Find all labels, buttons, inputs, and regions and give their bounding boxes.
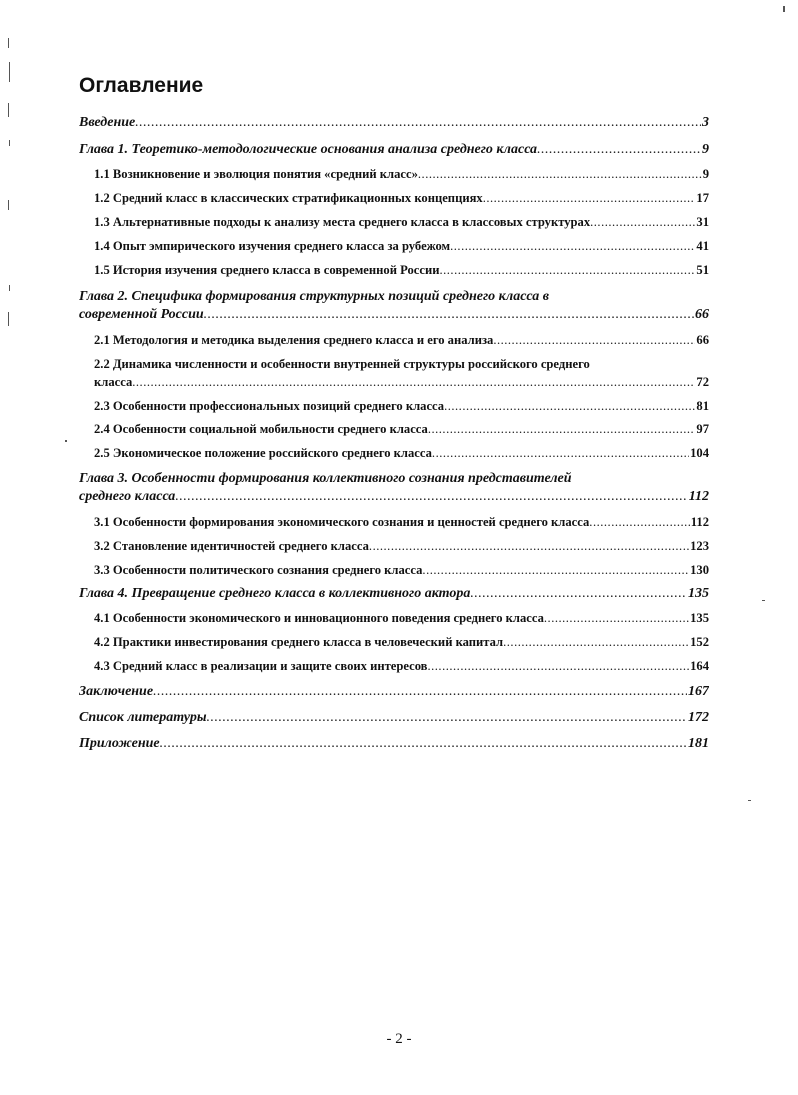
toc-entry-title: 2.3 Особенности профессиональных позиций среднего класса [94,399,445,413]
leader-dots [450,237,695,255]
toc-entry-page: 97 [696,422,709,436]
toc-entry-title: Глава 2. Специфика формирования структурных позиций среднего класса в [79,289,550,304]
leader-dots [207,709,687,727]
toc-entry[interactable] [94,444,709,462]
toc-entry-page: 167 [688,684,709,699]
toc-entry-title-continued: класса [94,375,133,389]
toc-entry-title: Список литературы [79,710,207,725]
toc-entry-title: 2.2 Динамика численности и особенности внутренней структуры российского среднего [94,357,590,371]
toc-entry-page: 72 [696,375,709,389]
scan-artifact [748,800,751,801]
toc-entry-page: 66 [695,307,709,322]
toc-entry-page: 172 [688,710,709,725]
toc-entry-page: 112 [688,489,709,504]
toc-entry[interactable] [79,114,709,132]
toc-entry-title: 3.3 Особенности политического сознания среднего класса [94,563,423,577]
leader-dots [418,165,702,183]
leader-dots [589,513,690,531]
toc-entry-page: 81 [696,399,709,413]
toc-entry-title: 4.1 Особенности экономического и инновационного поведения среднего класса [94,611,544,625]
leader-dots [160,735,687,753]
toc-entry-page: 9 [702,142,709,157]
toc-entry[interactable] [94,189,709,207]
toc-entry-title: 1.1 Возникновение и эволюция понятия «средний класс» [94,167,418,181]
scan-artifact [9,62,10,82]
toc-entry-title: Введение [79,115,136,130]
toc-entry-page: 112 [690,515,709,529]
toc-entry[interactable] [94,237,709,255]
leader-dots [135,114,701,132]
toc-entry[interactable] [79,709,709,727]
toc-entry-title: Глава 4. Превращение среднего класса в коллективного актора [79,586,471,601]
toc-entry-page: 130 [690,563,709,577]
toc-entry-title: 1.2 Средний класс в классических стратификационных концепциях [94,191,483,205]
leader-dots [503,633,689,651]
toc-entry-title-continued: среднего класса [79,489,176,504]
page-title: Оглавление [79,74,204,97]
toc-entry-page: 3 [702,115,709,130]
toc-entry-title: 4.3 Средний класс в реализации и защите своих интересов [94,659,428,673]
toc-entry-title: 2.4 Особенности социальной мобильности среднего класса [94,422,428,436]
leader-dots [369,537,689,555]
scan-artifact [9,140,10,146]
leader-dots [175,488,687,506]
toc-entry-title: 3.1 Особенности формирования экономического сознания и ценностей среднего класса [94,515,590,529]
toc-entry-page: 41 [696,239,709,253]
toc-entry-title: 2.1 Методология и методика выделения среднего класса и его анализа [94,333,494,347]
leader-dots [428,420,696,438]
toc-entry-page: 51 [696,263,709,277]
toc-entry-title: 1.5 История изучения среднего класса в современной России [94,263,440,277]
leader-dots [590,213,695,231]
toc-entry[interactable] [94,261,709,279]
leader-dots [204,306,694,324]
toc-entry[interactable] [94,657,709,675]
leader-dots [153,683,687,701]
toc-entry-page: 66 [696,333,709,347]
toc-entry[interactable] [94,537,709,555]
toc-entry[interactable] [79,735,709,753]
leader-dots [432,444,689,462]
toc-entry[interactable] [79,141,709,159]
leader-dots [544,609,689,627]
toc-entry[interactable] [94,397,709,415]
leader-dots [483,189,696,207]
toc-entry-title: Глава 3. Особенности формирования коллективного сознания представителей [79,471,572,486]
toc-entry-page: 181 [688,736,709,751]
scan-artifact [8,103,9,117]
page-number: - 2 - [386,1031,412,1047]
toc-entry-title: 1.3 Альтернативные подходы к анализу места среднего класса в классовых структурах [94,215,591,229]
toc-entry-page: 9 [702,167,709,181]
toc-entry-page: 17 [696,191,709,205]
toc-entry-page: 152 [690,635,709,649]
toc-entry[interactable] [94,513,709,531]
toc-entry[interactable] [79,470,709,506]
leader-dots [493,331,695,349]
toc-entry-title: Заключение [79,684,154,699]
toc-entry-page: 135 [688,586,709,601]
leader-dots [444,397,695,415]
scan-artifact [762,600,765,601]
toc-entry-title: 4.2 Практики инвестирования среднего класса в человеческий капитал [94,635,504,649]
toc-entry[interactable] [94,213,709,231]
toc-entry[interactable] [94,165,709,183]
toc-entry-title: Глава 1. Теоретико-методологические основания анализа среднего класса [79,142,538,157]
leader-dots [132,373,695,391]
toc-entry-title: 3.2 Становление идентичностей среднего класса [94,539,369,553]
toc-entry[interactable] [79,683,709,701]
toc-entry[interactable] [94,355,709,391]
toc-entry-title: 2.5 Экономическое положение российского среднего класса [94,446,432,460]
toc-entry-page: 31 [696,215,709,229]
toc-entry-title-continued: современной России [79,307,204,322]
leader-dots [537,141,701,159]
toc-entry-page: 123 [690,539,709,553]
leader-dots [470,585,687,603]
toc-entry-page: 164 [690,659,709,673]
scan-artifact [8,312,9,326]
scan-artifact [8,38,9,48]
leader-dots [422,561,689,579]
scan-artifact [783,6,785,12]
toc-entry[interactable] [94,633,709,651]
scan-artifact [65,440,67,442]
toc-entry-page: 104 [690,446,709,460]
toc-entry-title: 1.4 Опыт эмпирического изучения среднего класса за рубежом [94,239,451,253]
toc-entry[interactable] [79,585,709,603]
toc-entry[interactable] [94,331,709,349]
toc-entry[interactable] [94,609,709,627]
toc-entry[interactable] [94,420,709,438]
scan-artifact [8,200,9,210]
toc-entry[interactable] [94,561,709,579]
toc-entry[interactable] [79,288,709,324]
leader-dots [439,261,695,279]
scan-artifact [9,285,10,291]
toc-entry-title: Приложение [79,736,160,751]
toc-entry-page: 135 [690,611,709,625]
leader-dots [427,657,689,675]
